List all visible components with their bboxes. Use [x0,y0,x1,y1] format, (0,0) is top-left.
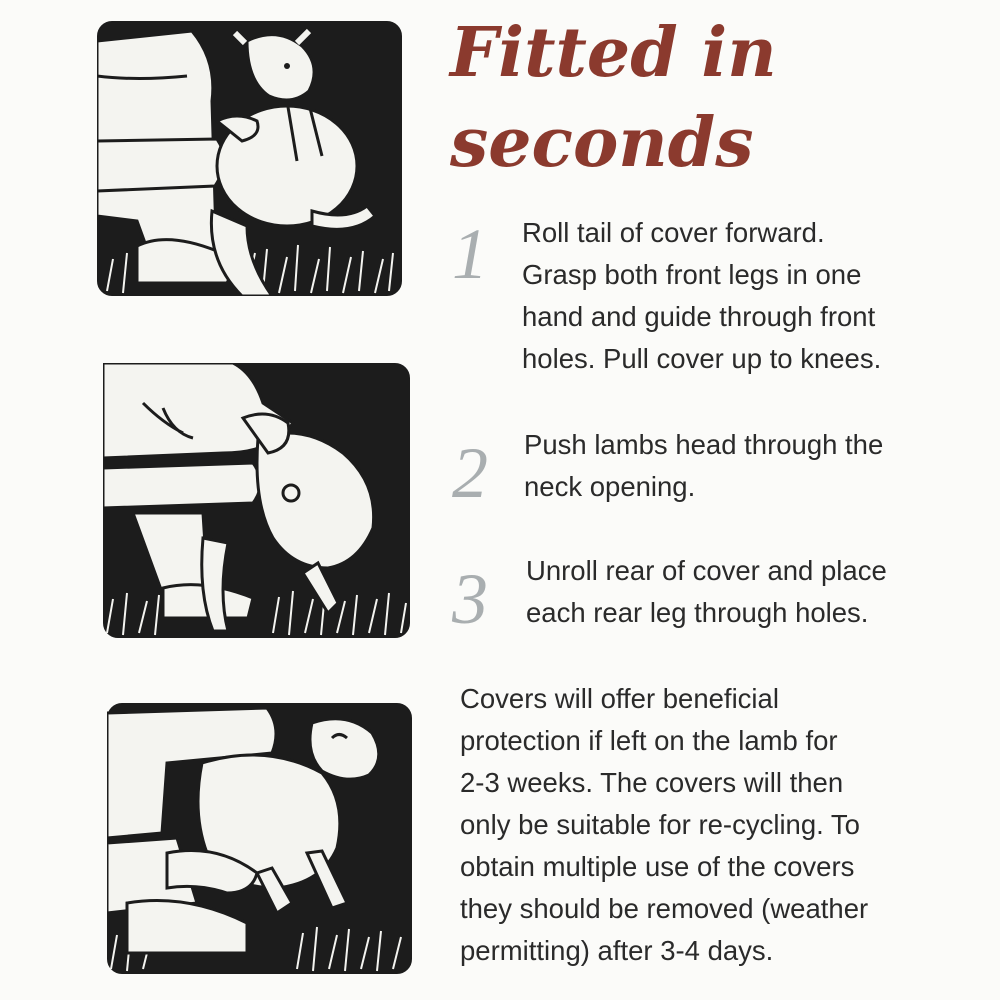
title-line-2: seconds [450,103,754,183]
step-3-text: Unroll rear of cover and place each rear leg through holes. [526,555,887,628]
illustration-fitting-front-legs [97,21,402,296]
step-3-number: 3 [452,559,488,639]
step-2-number: 2 [452,433,488,513]
illustration-rear-legs [107,703,412,974]
page-title [450,8,870,188]
usage-note: Covers will offer beneficial protection if left on the lamb for 2-3 weeks. The covers will then only be suitable for re-cycling. To obtain multiple use of the covers they should be removed (weather permitting) after 3-4 days. [460,683,869,966]
step-2-text: Push lambs head through the neck opening. [524,429,884,502]
step-1-text: Roll tail of cover forward. Grasp both front legs in one hand and guide through front holes. Pull cover up to knees. [522,217,882,374]
title-line-1: Fitted in [450,13,777,93]
step-1-number: 1 [452,214,488,294]
illustration-head-through-neck [103,363,410,638]
